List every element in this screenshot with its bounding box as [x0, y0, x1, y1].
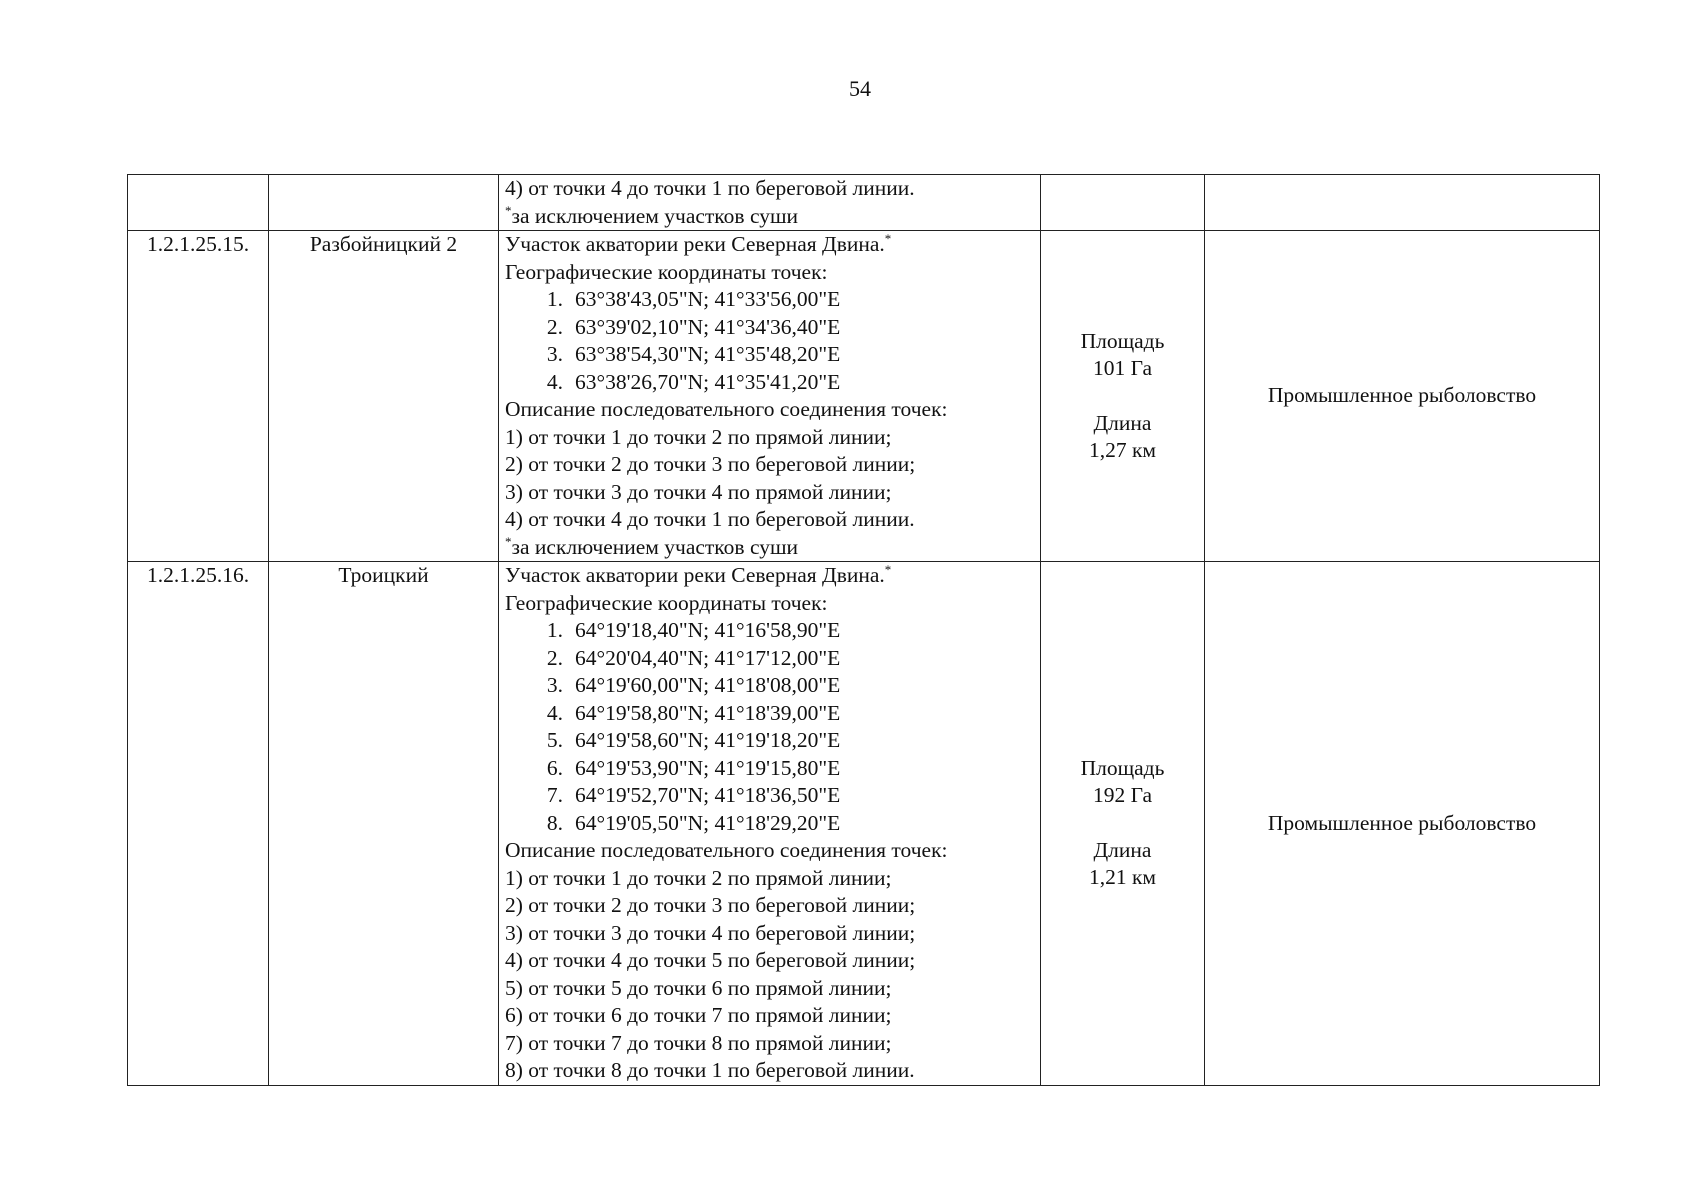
area-value: 192 Га [1092, 783, 1153, 808]
area-params-cell [1041, 175, 1205, 231]
coord-value: 64°19'05,50"N; 41°18'29,20"E [575, 810, 841, 835]
coord-number: 8. [546, 810, 563, 835]
connection-line: 3) от точки 3 до точки 4 по прямой линии; [505, 479, 892, 504]
coord-value: 64°19'18,40"N; 41°16'58,90"E [575, 618, 841, 642]
connections-label: Описание последовательного соединения точек: [505, 838, 948, 862]
connection-line: 4) от точки 4 до точки 1 по береговой линии. [505, 176, 915, 200]
connection-line: 4) от точки 4 до точки 5 по береговой линии; [505, 948, 916, 972]
area-name-cell [269, 175, 499, 231]
coords-label: Географические координаты точек: [505, 259, 828, 284]
coords-list [505, 617, 1034, 837]
coord-value: 64°19'53,90"N; 41°19'15,80"E [575, 755, 841, 780]
coord-number: 1. [546, 618, 563, 642]
area-heading [505, 231, 1034, 259]
coord-value: 64°19'58,60"N; 41°19'18,20"E [575, 728, 841, 752]
coord-value: 63°38'54,30"N; 41°35'48,20"E [575, 342, 841, 366]
area-heading-text: Участок акватории реки Северная Двина. [505, 563, 885, 587]
length-label: Длина [1093, 837, 1152, 862]
area-heading [505, 562, 1034, 590]
connection-line: 4) от точки 4 до точки 1 по береговой линии. [505, 507, 915, 531]
page-number: 54 [849, 76, 871, 101]
coord-item [505, 672, 1034, 700]
coord-value: 63°38'26,70"N; 41°35'41,20"E [575, 369, 841, 394]
coord-number: 5. [546, 728, 563, 752]
coord-number: 3. [546, 673, 563, 697]
length-value: 1,27 км [1088, 438, 1157, 462]
area-params-cell [1041, 562, 1205, 1086]
footnote-line [505, 534, 1034, 562]
connection-line: 6) от точки 6 до точки 7 по прямой линии; [505, 1003, 892, 1027]
area-description-cell [499, 175, 1041, 231]
footnote-mark: * [884, 562, 892, 577]
area-params-cell [1041, 231, 1205, 562]
coord-item [505, 645, 1034, 673]
coord-item [505, 782, 1034, 810]
area-description-cell [499, 562, 1041, 1086]
connection-line: 8) от точки 8 до точки 1 по береговой линии. [505, 1058, 915, 1082]
coord-value: 64°19'52,70"N; 41°18'36,50"E [575, 783, 841, 807]
footnote-mark: * [505, 202, 512, 218]
coord-number: 2. [546, 645, 563, 670]
coord-number: 3. [546, 342, 563, 366]
coord-number: 4. [546, 369, 563, 394]
area-code-cell [128, 175, 269, 231]
length-value: 1,21 км [1088, 865, 1157, 890]
connection-line: 1) от точки 1 до точки 2 по прямой линии; [505, 865, 892, 890]
usage-cell: Промышленное рыболовство [1205, 562, 1600, 1086]
footnote-text: за исключением участков суши [511, 534, 799, 559]
table-row-continuation [128, 175, 1600, 231]
footnote-mark: * [884, 231, 892, 246]
connection-line: 2) от точки 2 до точки 3 по береговой линии; [505, 893, 916, 917]
coord-number: 7. [546, 783, 563, 807]
coord-value: 63°39'02,10"N; 41°34'36,40"E [575, 314, 841, 339]
coord-item [505, 700, 1034, 728]
coord-item [505, 617, 1034, 645]
area-code-cell: 1.2.1.25.15. [128, 231, 269, 562]
area-label: Площадь [1080, 755, 1165, 780]
coord-item [505, 810, 1034, 838]
footnote-line [505, 203, 1034, 231]
coords-list [505, 286, 1034, 396]
coord-item [505, 727, 1034, 755]
connections-label: Описание последовательного соединения точек: [505, 397, 948, 421]
footnote-text: за исключением участков суши [511, 203, 799, 228]
coord-value: 64°19'60,00"N; 41°18'08,00"E [575, 673, 841, 697]
coord-number: 2. [546, 314, 563, 339]
connection-line: 3) от точки 3 до точки 4 по береговой линии; [505, 920, 916, 945]
area-value: 101 Га [1092, 356, 1153, 380]
coord-value: 63°38'43,05"N; 41°33'56,00"E [575, 287, 841, 311]
coord-item [505, 755, 1034, 783]
usage-cell [1205, 175, 1600, 231]
area-name-cell: Троицкий [269, 562, 499, 1086]
coord-value: 64°19'58,80"N; 41°18'39,00"E [575, 700, 841, 725]
connection-line: 5) от точки 5 до точки 6 по прямой линии; [505, 975, 892, 1000]
usage-cell: Промышленное рыболовство [1205, 231, 1600, 562]
area-label: Площадь [1080, 328, 1165, 353]
table-row [128, 562, 1600, 1086]
connection-line: 1) от точки 1 до точки 2 по прямой линии; [505, 424, 892, 449]
area-code-cell: 1.2.1.25.16. [128, 562, 269, 1086]
coord-item [505, 314, 1034, 342]
connection-line: 7) от точки 7 до точки 8 по прямой линии; [505, 1030, 892, 1055]
area-description-cell [499, 231, 1041, 562]
footnote-mark: * [505, 533, 512, 549]
coord-item [505, 286, 1034, 314]
area-name-cell: Разбойницкий 2 [269, 231, 499, 562]
coord-number: 6. [546, 755, 563, 780]
coord-item [505, 369, 1034, 397]
connection-line: 2) от точки 2 до точки 3 по береговой линии; [505, 452, 916, 476]
coord-number: 1. [546, 287, 563, 311]
fishing-areas-table [127, 174, 1600, 1086]
area-heading-text: Участок акватории реки Северная Двина. [505, 232, 885, 256]
coord-item [505, 341, 1034, 369]
coords-label: Географические координаты точек: [505, 590, 828, 615]
coord-number: 4. [546, 700, 563, 725]
table-row [128, 231, 1600, 562]
coord-value: 64°20'04,40"N; 41°17'12,00"E [575, 645, 841, 670]
length-label: Длина [1093, 410, 1152, 435]
